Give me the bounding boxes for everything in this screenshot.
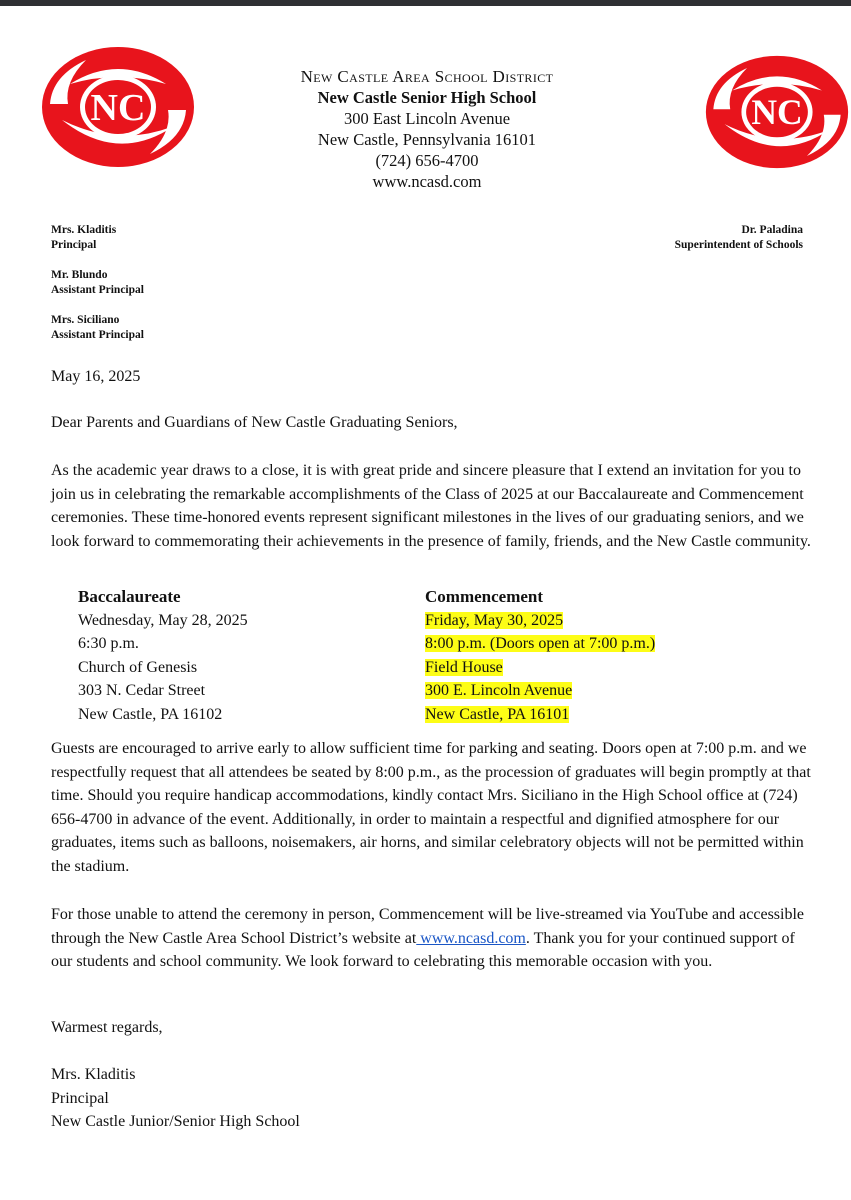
superintendent-title: Superintendent of Schools <box>674 239 803 251</box>
commencement-city: New Castle, PA 16101 <box>425 705 570 723</box>
commencement-details <box>425 585 655 726</box>
staff-title: Assistant Principal <box>51 284 144 296</box>
baccalaureate-venue: Church of Genesis <box>78 658 198 676</box>
signer-title: Principal <box>51 1089 109 1107</box>
baccalaureate-time: 6:30 p.m. <box>78 635 139 652</box>
signer-name: Mrs. Kladitis <box>51 1066 136 1083</box>
city-address: New Castle, Pennsylvania 16101 <box>317 130 537 149</box>
baccalaureate-date: Wednesday, May 28, 2025 <box>78 611 248 629</box>
paragraph-guest-info: Guests are encouraged to arrive early to allow sufficient time for parking and seating. Doors open at 7:00 p.m. and we respectfully request that all attendees be seated by 8:00 p.m., as the procession of graduates will begin promptly at that time. Should you require handicap accommodations, kindly contact Mrs. Siciliano in the High School office at (724) 656-4700 in advance of the event. Additionally, in order to maintain a respectful and dignified atmosphere for our graduates, items such as balloons, noisemakers, air horns, and similar celebratory objects will not be permitted within the stadium. <box>51 740 811 875</box>
school-logo-left <box>40 46 196 168</box>
commencement-title: Commencement <box>425 587 544 606</box>
school-name: New Castle Senior High School <box>317 88 537 107</box>
letterhead <box>227 66 627 192</box>
commencement-date: Friday, May 30, 2025 <box>425 611 564 629</box>
letter-closing: Warmest regards, <box>51 1019 163 1036</box>
staff-entry <box>51 268 144 298</box>
street-address: 300 East Lincoln Avenue <box>343 109 511 128</box>
website-link[interactable]: www.ncasd.com <box>416 929 526 947</box>
superintendent-name: Dr. Paladina <box>741 224 803 236</box>
logo-letters-right: NC <box>751 92 803 133</box>
staff-name: Mr. Blundo <box>51 269 108 281</box>
staff-entry <box>51 313 144 343</box>
staff-list-left <box>51 223 144 358</box>
baccalaureate-street: 303 N. Cedar Street <box>78 682 206 699</box>
staff-name: Mrs. Siciliano <box>51 314 120 326</box>
signer-school: New Castle Junior/Senior High School <box>51 1113 300 1130</box>
logo-letters-left: NC <box>90 87 146 129</box>
signature-block <box>51 1063 811 1134</box>
baccalaureate-city: New Castle, PA 16102 <box>78 705 223 723</box>
school-logo-right <box>704 54 850 170</box>
phone-number: (724) 656-4700 <box>375 151 479 170</box>
top-bar <box>0 0 851 6</box>
staff-entry <box>51 223 144 253</box>
paragraph-livestream <box>51 903 811 974</box>
commencement-street: 300 E. Lincoln Avenue <box>425 682 573 699</box>
website: www.ncasd.com <box>372 172 482 191</box>
letter-date: May 16, 2025 <box>51 368 141 385</box>
staff-name: Mrs. Kladitis <box>51 224 117 236</box>
commencement-time: 8:00 p.m. (Doors open at 7:00 p.m.) <box>425 635 656 652</box>
staff-title: Principal <box>51 239 97 251</box>
commencement-venue: Field House <box>425 658 503 676</box>
baccalaureate-details <box>78 585 248 726</box>
livestream-text-before: For those unable to attend the ceremony in person, Commencement will be live-streamed via YouTube and accessible through the New Castle Area School District’s website at <box>51 906 805 947</box>
livestream-text-after: . Thank you for your continued support of our students and school community. We look forward to celebrating this memorable occasion with you. <box>51 929 795 970</box>
letter-greeting: Dear Parents and Guardians of New Castle Graduating Seniors, <box>51 414 458 431</box>
staff-list-right <box>675 223 803 253</box>
paragraph-intro: As the academic year draws to a close, it is with great pride and sincere pleasure that I extend an invitation for you to join us in celebrating the remarkable accomplishments of the Class of 2025 at our Baccalaureate and Commencement ceremonies. These time-honored events represent significant milestones in the lives of our graduating seniors, and we look forward to commemorating their achievements in the presence of family, friends, and the New Castle community. <box>51 462 811 550</box>
staff-title: Assistant Principal <box>51 329 144 341</box>
district-name: New Castle Area School District <box>300 67 554 86</box>
baccalaureate-title: Baccalaureate <box>78 587 181 606</box>
